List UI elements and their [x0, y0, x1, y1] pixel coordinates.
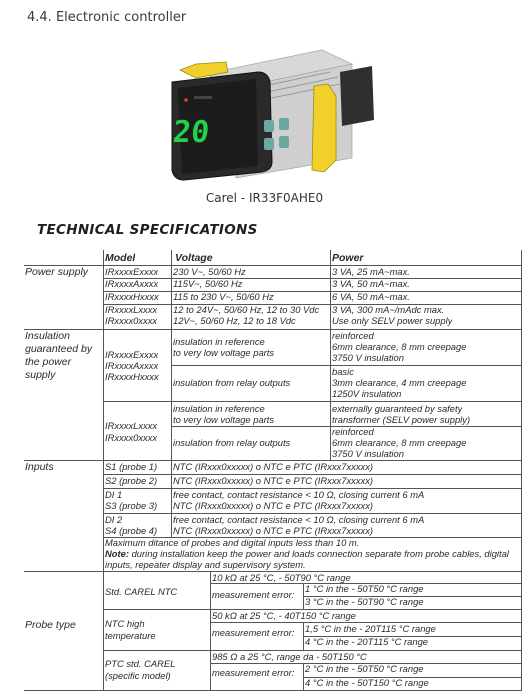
- key-up: [264, 120, 274, 132]
- ins-g1-r1-power-1: reinforced: [332, 331, 374, 341]
- section-insulation: Insulation guaranteed by the power supply: [25, 330, 93, 381]
- probe-ntc-spec: 10 kΩ at 25 °C, - 50T90 °C range: [212, 573, 351, 583]
- probe-ntch-name-1: NTC high: [105, 619, 145, 629]
- col-rule-probe-err2: [303, 622, 304, 650]
- note-label: Note:: [105, 549, 129, 559]
- ps-power-4: 3 VA, 300 mA~/mAdc max.: [332, 305, 445, 315]
- in-model-3a: DI 1: [105, 490, 123, 500]
- ins-g2-r1-voltage-2: to very low voltage parts: [173, 415, 275, 425]
- ps-power-3: 6 VA, 50 mA~max.: [332, 292, 410, 302]
- probe-ntch-err-1: 1,5 °C in the - 20T115 °C range: [305, 624, 436, 634]
- section-inputs: Inputs: [25, 462, 54, 473]
- in-model-1: S1 (probe 1): [105, 462, 158, 472]
- col-rule-voltage-top: [171, 250, 172, 537]
- ins-g2-model-2: IRxxxx0xxxx: [105, 433, 158, 443]
- col-rule-probe-err3: [303, 663, 304, 690]
- spec-title: TECHNICAL SPECIFICATIONS: [37, 222, 258, 238]
- key-prg: [279, 136, 289, 148]
- rule-pr-1: [103, 609, 522, 610]
- rule-ins-g1-mid: [171, 365, 522, 366]
- col-header-model: Model: [105, 253, 136, 264]
- ins-g1-r1-voltage-1: insulation in reference: [173, 337, 265, 347]
- ins-g2-r1-voltage-1: insulation in reference: [173, 404, 265, 414]
- ps-voltage-1: 230 V~, 50/60 Hz: [173, 267, 246, 277]
- section-probe-type: Probe type: [25, 620, 76, 631]
- controller-device: [171, 50, 374, 180]
- ps-voltage-4: 12 to 24V~, 50/60 Hz, 12 to 30 Vdc: [173, 305, 320, 315]
- inputs-note-line1: Maximum ditance of probes and digital inputs less than 10 m.: [105, 538, 360, 548]
- section-power-supply: Power supply: [25, 267, 89, 278]
- ins-g2-r2-power-2: 6mm clearance, 8 mm creepage: [332, 438, 467, 448]
- ins-g1-r2-power-3: 1250V insulation: [332, 389, 402, 399]
- rule-ps-bottom: [24, 329, 522, 330]
- ins-g2-r1-power-1: externally guaranteed by safety: [332, 404, 463, 414]
- rule-pr-2a: [210, 622, 522, 623]
- probe-ptc-name-2: (specific model): [105, 671, 171, 681]
- rule-pr-3a: [210, 663, 522, 664]
- probe-ptc-spec: 985 Ω a 25 °C, range da - 50T150 °C: [212, 652, 367, 662]
- probe-ntch-spec: 50 kΩ at 25 °C, - 40T150 °C range: [212, 611, 356, 621]
- rule-in-3: [103, 513, 522, 514]
- in-model-4a: DI 2: [105, 515, 123, 525]
- inputs-note: [105, 549, 517, 570]
- ins-g2-model-1: IRxxxxLxxxx: [105, 421, 158, 431]
- probe-ptc-err-label: measurement error:: [212, 668, 295, 678]
- rule-pr-1a: [210, 583, 522, 584]
- col-rule-probe-spec: [210, 571, 211, 690]
- rule-ps-3: [103, 304, 522, 305]
- probe-ptc-err-2: 4 °C in the - 50T150 °C range: [305, 678, 429, 688]
- rule-ps-1: [103, 278, 522, 279]
- ins-g1-model-3: IRxxxxHxxxx: [105, 372, 159, 382]
- ps-model-2: IRxxxxAxxxx: [105, 279, 159, 289]
- col-rule-right: [521, 250, 522, 691]
- rule-in-4: [103, 537, 522, 538]
- product-caption: Carel - IR33F0AHE0: [205, 191, 324, 205]
- ps-model-1: IRxxxxExxxx: [105, 267, 159, 277]
- key-set: [279, 118, 289, 130]
- rule-in-2: [103, 488, 522, 489]
- ins-g2-r2-voltage-1: insulation from relay outputs: [173, 438, 291, 448]
- key-down: [264, 138, 274, 150]
- rule-pr-2: [103, 650, 522, 651]
- probe-ntch-name-2: temperature: [105, 631, 156, 641]
- note-text: during installation keep the power and loads connection separate from probe cables, digital inputs, repeater display and supervisory system.: [105, 549, 509, 570]
- ps-voltage-2: 115V~, 50/60 Hz: [173, 279, 243, 289]
- col-rule-model: [103, 250, 104, 691]
- ins-g1-model-2: IRxxxxAxxxx: [105, 361, 159, 371]
- ps-power-2: 3 VA, 50 mA~max.: [332, 279, 410, 289]
- ins-g1-r2-power-1: basic: [332, 367, 354, 377]
- ins-g1-model-1: IRxxxxExxxx: [105, 350, 159, 360]
- rule-header-bottom: [24, 265, 522, 266]
- section-heading: 4.4. Electronic controller: [27, 10, 187, 25]
- probe-ntc-name: Std. CAREL NTC: [105, 587, 178, 597]
- probe-ntc-err-1: 1 °C in the - 50T50 °C range: [305, 584, 424, 594]
- col-rule-power: [330, 250, 331, 461]
- in-model-4b: S4 (probe 4): [105, 526, 158, 536]
- in-desc-4b: NTC (IRxxx0xxxxx) o NTC e PTC (IRxxx7xxxxx): [173, 526, 374, 536]
- rule-pr-1b: [303, 596, 522, 597]
- in-desc-3a: free contact, contact resistance < 10 Ω, closing current 6 mA: [173, 490, 425, 500]
- probe-ntc-err-label: measurement error:: [212, 590, 295, 600]
- right-clip: [312, 84, 336, 172]
- ins-g1-r1-power-3: 3750 V insulation: [332, 353, 404, 363]
- rule-ins-g2-mid: [171, 426, 522, 427]
- probe-ptc-name-1: PTC std. CAREL: [105, 659, 176, 669]
- probe-ntc-err-2: 3 °C in the - 50T90 °C range: [305, 597, 424, 607]
- rule-ps-2: [103, 291, 522, 292]
- col-header-voltage: Voltage: [175, 253, 213, 264]
- temperature-display: 20: [171, 115, 211, 150]
- in-desc-2: NTC (IRxxx0xxxxx) o NTC e PTC (IRxxx7xxxxx): [173, 476, 374, 486]
- probe-ptc-err-1: 2 °C in the - 50T50 °C range: [305, 664, 424, 674]
- ps-voltage-3: 115 to 230 V~, 50/60 Hz: [173, 292, 274, 302]
- in-desc-1: NTC (IRxxx0xxxxx) o NTC e PTC (IRxxx7xxxxx): [173, 462, 374, 472]
- rule-ins-g-split: [103, 401, 522, 402]
- ps-power-5: Use only SELV power supply: [332, 316, 453, 326]
- rule-in-bottom: [24, 571, 522, 572]
- in-model-3b: S3 (probe 3): [105, 501, 158, 511]
- ins-g1-r2-voltage-1: insulation from relay outputs: [173, 378, 291, 388]
- rule-pr-2b: [303, 636, 522, 637]
- ps-model-3: IRxxxxHxxxx: [105, 292, 159, 302]
- col-header-power: Power: [332, 253, 364, 264]
- in-model-2: S2 (probe 2): [105, 476, 158, 486]
- in-desc-3b: NTC (IRxxx0xxxxx) o NTC e PTC (IRxxx7xxxxx): [173, 501, 374, 511]
- rule-in-1: [103, 474, 522, 475]
- rule-pr-3b: [303, 677, 522, 678]
- rule-table-bottom: [24, 690, 522, 691]
- ps-voltage-5: 12V~, 50/60 Hz, 12 to 18 Vdc: [173, 316, 296, 326]
- ins-g2-r1-power-2: transformer (SELV power supply): [332, 415, 471, 425]
- in-desc-4a: free contact, contact resistance < 10 Ω, closing current 6 mA: [173, 515, 425, 525]
- ps-power-1: 3 VA, 25 mA~max.: [332, 267, 410, 277]
- ins-g1-r1-voltage-2: to very low voltage parts: [173, 348, 275, 358]
- ins-g1-r1-power-2: 6mm clearance, 8 mm creepage: [332, 342, 467, 352]
- ps-model-5: IRxxxx0xxxx: [105, 316, 158, 326]
- ins-g2-r2-power-1: reinforced: [332, 427, 374, 437]
- ins-g1-r2-power-2: 3mm clearance, 4 mm creepage: [332, 378, 467, 388]
- rule-ins-bottom: [24, 460, 522, 461]
- probe-ntch-err-2: 4 °C in the - 20T115 °C range: [305, 637, 429, 647]
- ps-model-4: IRxxxxLxxxx: [105, 305, 158, 315]
- probe-ntch-err-label: measurement error:: [212, 628, 295, 638]
- ins-g2-r2-power-3: 3750 V insulation: [332, 449, 404, 459]
- col-rule-probe-err: [303, 583, 304, 609]
